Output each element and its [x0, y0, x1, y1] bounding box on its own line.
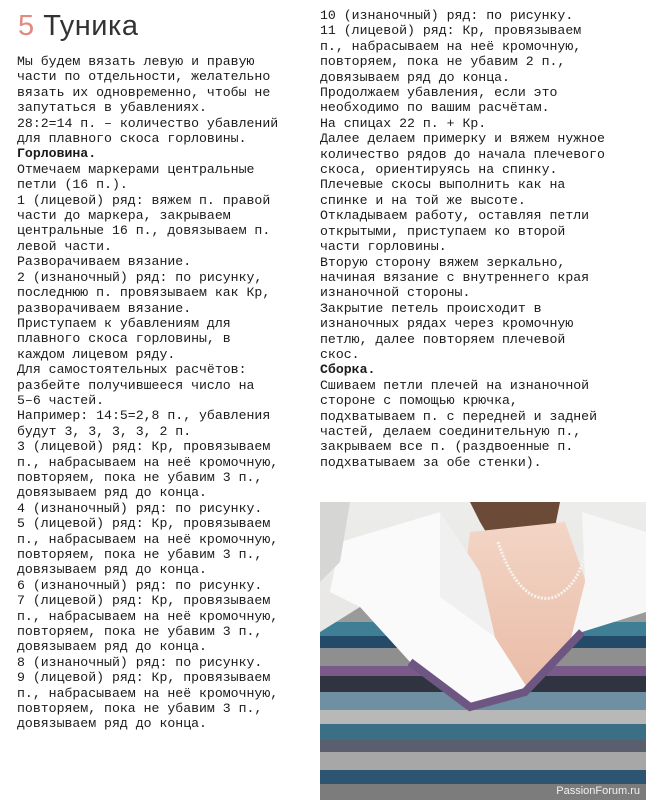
- text-line: для плавного скоса горловины.: [17, 131, 247, 147]
- text-line: повторяем, пока не убавим 3 п.,: [17, 547, 263, 562]
- text-line: Мы будем вязать левую и правую: [17, 54, 255, 69]
- text-line: разворачиваем вязание.: [17, 300, 192, 316]
- text-line: 10 (изнаночный) ряд: по рисунку.: [320, 8, 574, 23]
- text-line: Вторую сторону вяжем зеркально,: [320, 254, 566, 270]
- text-line: подхватываем п. с передней и задней: [320, 408, 597, 424]
- text-line: повторяем, пока не убавим 3 п.,: [17, 624, 263, 640]
- text-line: запутаться в убавлениях.: [17, 100, 207, 116]
- tunic-photo: [320, 502, 646, 800]
- text-line: плавного скоса горловины, в: [17, 331, 231, 347]
- text-line: вязать их одновременно, чтобы не: [17, 84, 271, 100]
- text-line: Откладываем работу, оставляя петли: [320, 208, 590, 224]
- text-line: центральные 16 п., довязываем п.: [17, 223, 271, 239]
- text-line: стороне с помощью крючка,: [320, 393, 518, 409]
- text-line: скоса, ориентируясь на спинку.: [320, 162, 558, 178]
- text-line: Продолжаем убавления, если это: [320, 85, 558, 101]
- text-line: Разворачиваем вязание.: [17, 254, 192, 270]
- section-title: Туника: [43, 10, 139, 42]
- text-line: изнаночных рядах через кромочную: [320, 316, 574, 332]
- text-line: 3 (лицевой) ряд: Кр, провязываем: [17, 439, 271, 455]
- text-line: довязываем ряд до конца.: [17, 639, 207, 655]
- text-line: п., набрасываем на неё кромочную,: [17, 685, 279, 701]
- text-line: разбейте получившееся число на: [17, 377, 255, 393]
- text-line: левой части.: [17, 238, 112, 254]
- text-line: повторяем, пока не убавим 3 п.,: [17, 469, 263, 485]
- text-line: 6 (изнаночный) ряд: по рисунку.: [17, 577, 263, 593]
- text-line: На спицах 22 п. + Кр.: [320, 115, 487, 131]
- text-line: п., набрасываем на неё кромочную,: [17, 531, 279, 547]
- text-line: Для самостоятельных расчётов:: [17, 362, 247, 378]
- text-line: довязываем ряд до конца.: [320, 69, 510, 85]
- text-line: Приступаем к убавлениям для: [17, 315, 231, 331]
- text-line: 2 (изнаночный) ряд: по рисунку,: [17, 269, 263, 285]
- text-line: довязываем ряд до конца.: [17, 562, 207, 578]
- text-line: Плечевые скосы выполнить как на: [320, 177, 566, 193]
- text-line: 5–6 частей.: [17, 392, 105, 408]
- text-line: спинке и на той же высоте.: [320, 192, 526, 208]
- text-line: подхватываем за обе стенки).: [320, 454, 542, 470]
- text-line: Сшиваем петли плечей на изнаночной: [320, 377, 590, 393]
- text-line: петлю, далее повторяем плечевой: [320, 331, 566, 347]
- text-line: повторяем, пока не убавим 3 п.,: [17, 701, 263, 717]
- text-line: Далее делаем примерку и вяжем нужное: [320, 131, 605, 147]
- right-text-column: [320, 8, 605, 470]
- left-text-column: [17, 54, 278, 732]
- text-line: открытыми, приступаем ко второй: [320, 223, 566, 239]
- text-line: части горловины.: [320, 239, 447, 255]
- text-line: части до маркера, закрываем: [17, 208, 231, 224]
- text-line: части по отдельности, желательно: [17, 69, 271, 85]
- text-line: повторяем, пока не убавим 2 п.,: [320, 54, 566, 70]
- text-line: довязываем ряд до конца.: [17, 485, 207, 501]
- text-line: Например: 14:5=2,8 п., убавления: [17, 408, 271, 424]
- page-title: [18, 10, 138, 43]
- text-line: частей, делаем соединительную п.,: [320, 423, 582, 439]
- text-line: 5 (лицевой) ряд: Кр, провязываем: [17, 516, 271, 532]
- text-line: будут 3, 3, 3, 3, 2 п.: [17, 423, 192, 439]
- text-line: изнаночной стороны.: [320, 285, 471, 301]
- text-line: 1 (лицевой) ряд: вяжем п. правой: [17, 192, 271, 208]
- section-number: 5: [18, 10, 35, 42]
- text-line: скос.: [320, 346, 360, 362]
- section-heading: Горловина.: [17, 146, 97, 162]
- text-line: 28:2=14 п. – количество убавлений: [17, 115, 279, 131]
- text-line: 11 (лицевой) ряд: Кр, провязываем: [320, 23, 582, 39]
- text-line: петли (16 п.).: [17, 177, 128, 193]
- text-line: 4 (изнаночный) ряд: по рисунку.: [17, 500, 263, 516]
- text-line: 9 (лицевой) ряд: Кр, провязываем: [17, 670, 271, 686]
- text-line: необходимо по вашим расчётам.: [320, 100, 550, 116]
- text-line: п., набрасываем на неё кромочную,: [320, 38, 582, 54]
- text-line: 7 (лицевой) ряд: Кр, провязываем: [17, 593, 271, 609]
- text-line: Закрытие петель происходит в: [320, 300, 542, 316]
- text-line: 8 (изнаночный) ряд: по рисунку.: [17, 654, 263, 670]
- text-line: довязываем ряд до конца.: [17, 716, 207, 732]
- text-line: последнюю п. провязываем как Кр,: [17, 285, 271, 301]
- section-heading: Сборка.: [320, 362, 376, 378]
- text-line: Отмечаем маркерами центральные: [17, 161, 255, 177]
- text-line: п., набрасываем на неё кромочную,: [17, 454, 279, 470]
- text-line: закрываем все п. (раздвоенные п.: [320, 439, 574, 455]
- text-line: количество рядов до начала плечевого: [320, 146, 605, 162]
- text-line: начиная вязание с внутреннего края: [320, 269, 590, 285]
- text-line: каждом лицевом ряду.: [17, 346, 176, 362]
- watermark: PassionForum.ru: [556, 785, 640, 797]
- text-line: п., набрасываем на неё кромочную,: [17, 608, 279, 624]
